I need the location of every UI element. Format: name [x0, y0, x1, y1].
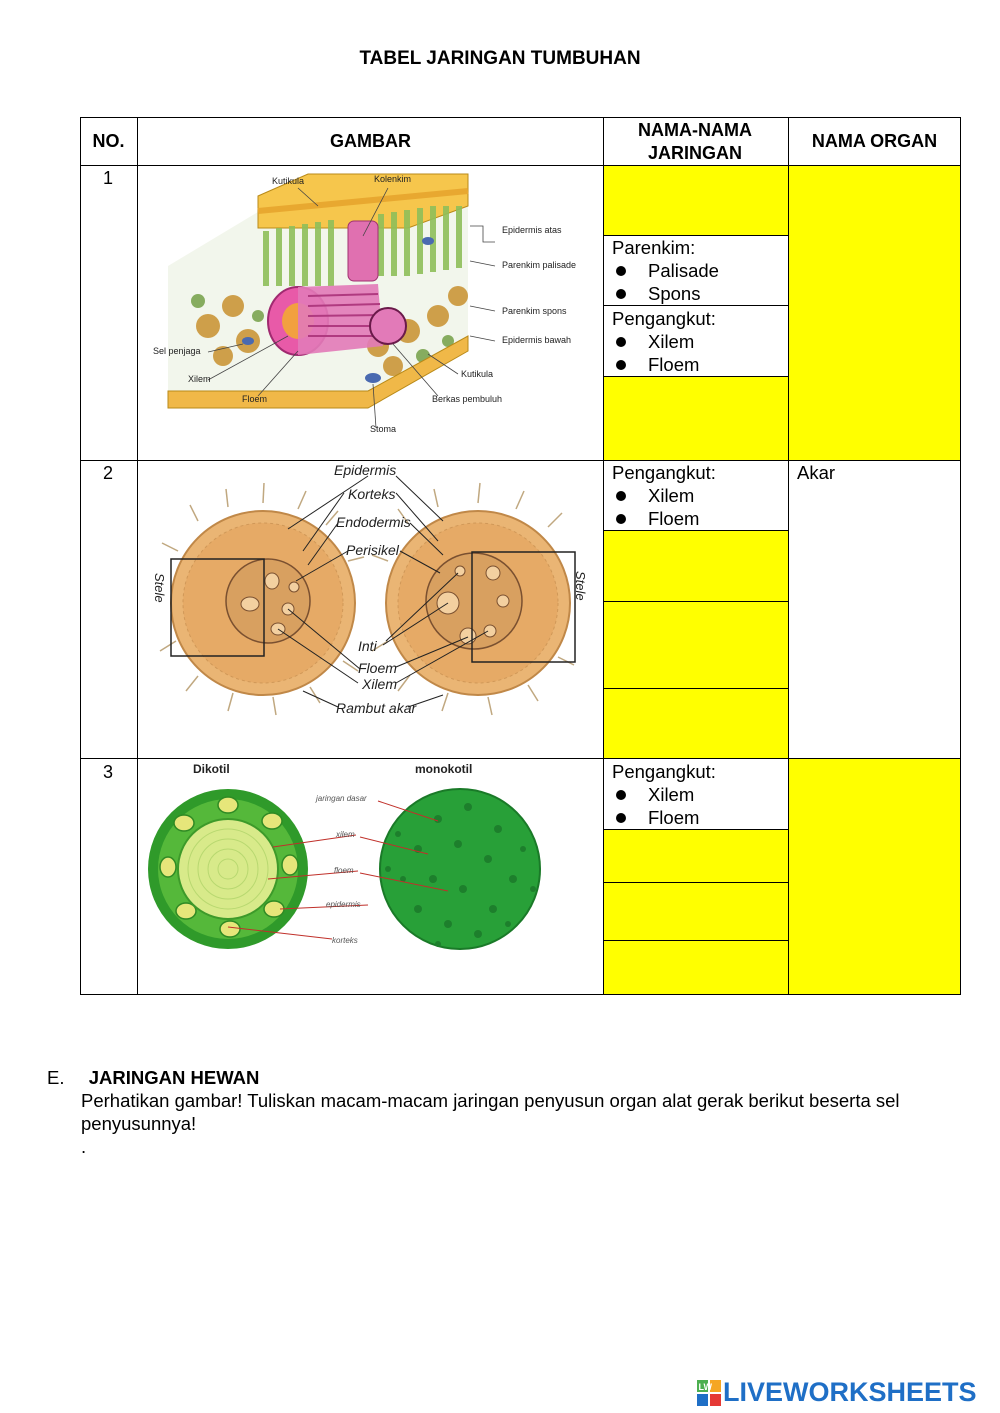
- row2-pengangkut-heading: Pengangkut:: [612, 462, 716, 483]
- stem-cross-section-figure: [138, 759, 603, 994]
- leaf-cross-section-figure: [138, 166, 603, 460]
- label-xilem: Xilem: [188, 374, 211, 384]
- label-korteks: korteks: [332, 936, 358, 945]
- label-stoma: Stoma: [370, 424, 397, 434]
- label-inti: Inti: [358, 638, 377, 654]
- bullet-icon: [616, 491, 626, 501]
- section-e-instruction: [81, 1089, 961, 1158]
- row-number-2: 2: [102, 463, 113, 483]
- list-item-label: Floem: [648, 508, 700, 529]
- list-item-label: Floem: [648, 807, 700, 828]
- label-dikotil: Dikotil: [193, 762, 230, 776]
- label-sel-penjaga: Sel penjaga: [153, 346, 201, 356]
- logo-mark-text: LW: [698, 1381, 712, 1392]
- label-xilem: xilem: [336, 830, 355, 839]
- label-epidermis: epidermis: [326, 900, 361, 909]
- label-epidermis: Epidermis: [334, 462, 397, 478]
- label-floem: floem: [334, 866, 354, 875]
- list-item-label: Xilem: [648, 331, 695, 352]
- label-floem: Floem: [358, 660, 397, 676]
- list-item: [612, 783, 716, 806]
- table-col-divider-2: [603, 117, 604, 995]
- label-monokotil: monokotil: [415, 762, 473, 776]
- list-item: [612, 282, 719, 305]
- row-number-3: 3: [102, 762, 113, 782]
- list-item: [612, 806, 716, 829]
- label-floem: Floem: [242, 394, 268, 404]
- cell-divider: [603, 376, 789, 377]
- answer-cell-r3-jaringan-3[interactable]: [604, 883, 788, 940]
- label-epidermis-atas: Epidermis atas: [502, 225, 562, 235]
- bullet-icon: [616, 289, 626, 299]
- instruction-text: Perhatikan gambar! Tuliskan macam-macam jaringan penyusun organ alat gerak berikut beserta sel penyusunnya!: [81, 1090, 900, 1134]
- answer-cell-r1-jaringan-1[interactable]: [604, 166, 788, 235]
- bullet-icon: [616, 813, 626, 823]
- row2-pengangkut-list: [612, 461, 716, 530]
- cell-divider: [603, 940, 789, 941]
- cell-divider: [603, 601, 789, 602]
- list-item: [612, 353, 716, 376]
- list-item-label: Xilem: [648, 784, 695, 805]
- liveworksheets-mark-icon: [697, 1380, 721, 1406]
- row3-pengangkut-heading: Pengangkut:: [612, 761, 716, 782]
- row-number-1: 1: [102, 168, 113, 188]
- answer-cell-r3-jaringan-2[interactable]: [604, 830, 788, 882]
- label-kolenkim: Kolenkim: [374, 174, 412, 184]
- cell-divider: [603, 829, 789, 830]
- bullet-icon: [616, 790, 626, 800]
- cell-divider: [603, 530, 789, 531]
- label-xilem: Xilem: [362, 676, 398, 692]
- list-item-label: Xilem: [648, 485, 695, 506]
- label-jaringan-dasar: jaringan dasar: [316, 794, 367, 803]
- row1-pengangkut-list: [612, 307, 716, 376]
- bullet-icon: [616, 337, 626, 347]
- table-border-left: [80, 117, 81, 995]
- cell-divider: [603, 688, 789, 689]
- root-cross-section-figure: [138, 461, 603, 758]
- list-item: [612, 484, 716, 507]
- table-border-bottom: [80, 994, 961, 995]
- answer-cell-r1-jaringan-4[interactable]: [604, 377, 788, 460]
- row3-pengangkut-list: [612, 760, 716, 829]
- cell-divider: [603, 882, 789, 883]
- table-border-right: [960, 117, 961, 995]
- label-korteks: Korteks: [348, 486, 396, 502]
- list-item-label: Palisade: [648, 260, 719, 281]
- bullet-icon: [616, 266, 626, 276]
- answer-cell-r2-jaringan-2[interactable]: [604, 531, 788, 601]
- label-parenkim-spons: Parenkim spons: [502, 306, 567, 316]
- label-stele-left: Stele: [152, 573, 167, 603]
- list-item-label: Floem: [648, 354, 700, 375]
- header-gambar: GAMBAR: [330, 131, 411, 151]
- label-kutikula-top: Kutikula: [272, 176, 305, 186]
- answer-cell-r2-jaringan-4[interactable]: [604, 689, 788, 758]
- liveworksheets-logo[interactable]: [697, 1377, 977, 1408]
- header-nama-jaringan: NAMA-NAMA JARINGAN: [638, 119, 752, 163]
- section-e-letter: E.: [47, 1067, 65, 1088]
- label-endodermis: Endodermis: [336, 514, 411, 530]
- row1-parenkim-heading: Parenkim:: [612, 237, 696, 258]
- header-nama-organ: NAMA ORGAN: [811, 131, 938, 151]
- answer-cell-r3-jaringan-4[interactable]: [604, 941, 788, 994]
- label-parenkim-palisade: Parenkim palisade: [502, 260, 577, 270]
- section-e-title: JARINGAN HEWAN: [88, 1067, 260, 1088]
- list-item: [612, 330, 716, 353]
- label-rambut-akar: Rambut akar: [336, 700, 417, 716]
- row2-organ: Akar: [797, 462, 836, 483]
- label-stele-right: Stele: [573, 571, 588, 601]
- answer-cell-r3-organ[interactable]: [789, 759, 960, 994]
- table-col-divider-3: [788, 117, 789, 995]
- answer-cell-r1-organ[interactable]: [789, 166, 960, 460]
- bullet-icon: [616, 514, 626, 524]
- page-title: TABEL JARINGAN TUMBUHAN: [359, 48, 641, 69]
- bullet-icon: [616, 360, 626, 370]
- list-item-label: Spons: [648, 283, 701, 304]
- list-item: [612, 259, 719, 282]
- row1-pengangkut-heading: Pengangkut:: [612, 308, 716, 329]
- list-item: [612, 507, 716, 530]
- cell-divider: [603, 305, 789, 306]
- section-e-heading: [47, 1066, 259, 1089]
- row1-parenkim-list: [612, 236, 719, 305]
- answer-cell-r2-jaringan-3[interactable]: [604, 602, 788, 688]
- label-epidermis-bawah: Epidermis bawah: [502, 335, 572, 345]
- header-no: NO.: [92, 131, 125, 151]
- label-berkas-pembuluh: Berkas pembuluh: [432, 394, 503, 404]
- trailing-dot: .: [81, 1136, 87, 1157]
- label-perisikel: Perisikel: [346, 542, 399, 558]
- liveworksheets-wordmark: LIVEWORKSHEETS: [723, 1377, 977, 1407]
- label-kutikula-bottom: Kutikula: [461, 369, 494, 379]
